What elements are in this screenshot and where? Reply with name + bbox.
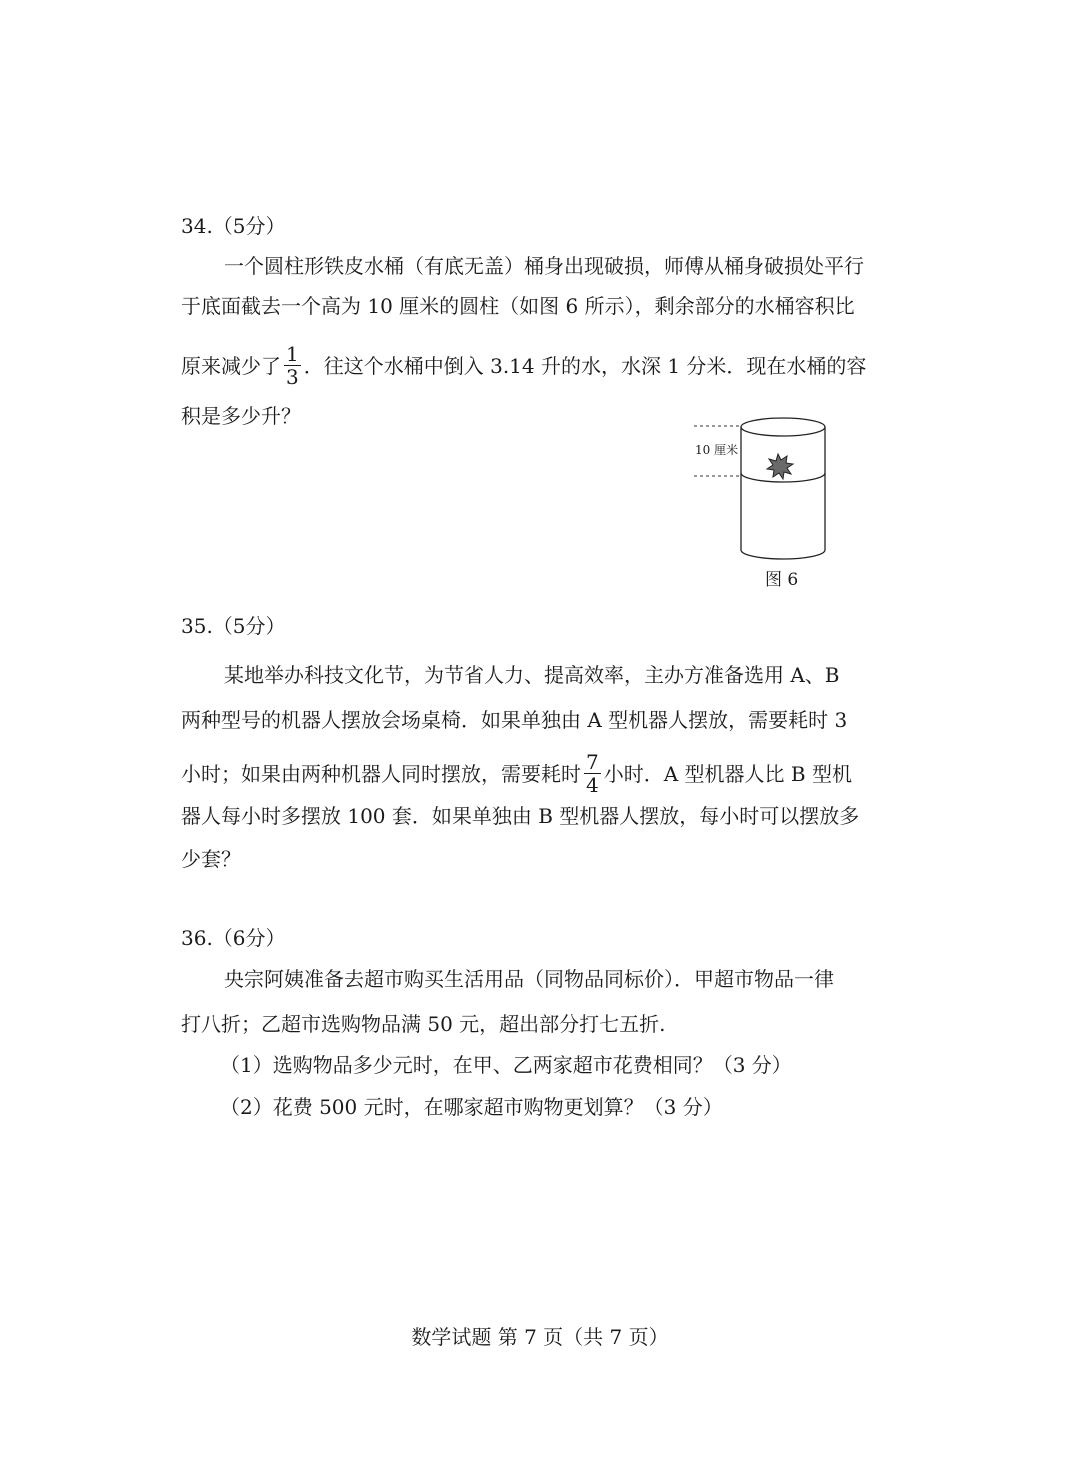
q36-subquestion-1: （1）选购物品多少元时，在甲、乙两家超市花费相同？（3 分）: [220, 1053, 792, 1077]
q36-text-line2: 打八折；乙超市选购物品满 50 元，超出部分打七五折.: [181, 1012, 666, 1036]
q35-fraction: [584, 751, 601, 796]
q35-fraction-denominator: 4: [586, 773, 599, 797]
figure-height-label: 10 厘米: [695, 443, 739, 457]
q34-text-line3: [181, 342, 867, 390]
q36-text-line1: 央宗阿姨准备去超市购买生活用品（同物品同标价）．甲超市物品一律: [224, 967, 834, 991]
q34-line3-pre: 原来减少了: [181, 354, 281, 378]
q35-text-line5: 少套？: [181, 847, 241, 871]
q34-fraction-numerator: 1: [286, 342, 299, 366]
q35-text-line4: 器人每小时多摆放 100 套．如果单独由 B 型机器人摆放，每小时可以摆放多: [181, 804, 860, 828]
q34-fraction: [284, 343, 301, 388]
page-footer: 数学试题 第 7 页（共 7 页）: [411, 1325, 669, 1349]
q35-line3-post: 小时．A 型机器人比 B 型机: [603, 762, 852, 786]
cylinder-top-rim: [741, 418, 825, 436]
q36-header: 36.（6分）: [181, 926, 286, 950]
cylinder-bottom-rim: [741, 550, 825, 559]
q34-fraction-denominator: 3: [286, 365, 299, 389]
cylinder-drawing: [690, 410, 840, 570]
q35-header: 35.（5分）: [181, 614, 286, 638]
q34-text-line1: 一个圆柱形铁皮水桶（有底无盖）桶身出现破损，师傅从桶身破损处平行: [224, 254, 864, 278]
q36-subquestion-2: （2）花费 500 元时，在哪家超市购物更划算？（3 分）: [220, 1095, 723, 1119]
q34-text-line4: 积是多少升？: [181, 404, 301, 428]
q35-text-line2: 两种型号的机器人摆放会场桌椅．如果单独由 A 型机器人摆放，需要耗时 3: [181, 708, 848, 732]
figure-6-cylinder: [690, 410, 840, 570]
q35-text-line3: [181, 750, 852, 798]
q35-text-line1: 某地举办科技文化节，为节省人力、提高效率，主办方准备选用 A、B: [224, 663, 840, 687]
q34-header: 34.（5分）: [181, 214, 286, 238]
q35-fraction-numerator: 7: [586, 750, 599, 774]
q34-line3-post: ．往这个水桶中倒入 3.14 升的水，水深 1 分米．现在水桶的容: [303, 354, 867, 378]
q35-line3-pre: 小时；如果由两种机器人同时摆放，需要耗时: [181, 762, 581, 786]
q34-text-line2: 于底面截去一个高为 10 厘米的圆柱（如图 6 所示），剩余部分的水桶容积比: [181, 294, 855, 318]
damage-burst-icon: [767, 454, 793, 479]
figure-6-caption: 图 6: [765, 570, 799, 590]
